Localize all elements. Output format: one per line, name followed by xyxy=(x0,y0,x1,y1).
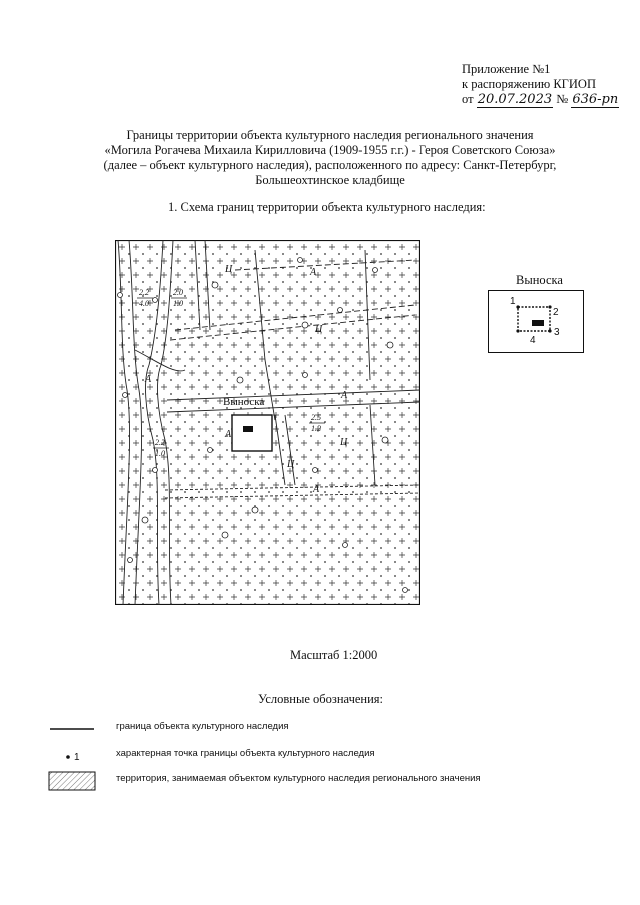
inset-grave xyxy=(532,320,544,326)
map-label-ts3: Ц xyxy=(340,437,348,448)
map-label-a4: А xyxy=(225,429,232,440)
legend-text-point: характерная точка границы объекта культурного наследия xyxy=(116,748,375,759)
object-area xyxy=(232,415,272,451)
frac2-bottom: 1.0 xyxy=(173,299,183,308)
title-line3: (далее – объект культурного наследия), расположенного по адресу: Санкт-Петербург, xyxy=(103,158,557,172)
map-callout-label: Выноска xyxy=(223,396,265,408)
title-line4: Большеохтинское кладбище xyxy=(255,173,405,187)
frac3-top: 2.2 xyxy=(155,438,165,447)
inset-point-3: 3 xyxy=(554,327,560,338)
frac4-bottom: 1.2 xyxy=(311,424,321,433)
frac2-top: 2.0 xyxy=(173,288,183,297)
point-symbol-label: 1 xyxy=(74,752,80,763)
inset-point-2: 2 xyxy=(553,307,559,318)
point-symbol xyxy=(48,745,98,767)
legend-title: Условные обозначения: xyxy=(258,692,384,706)
map-label-ts4: Ц xyxy=(287,459,295,470)
legend-text-boundary: граница объекта культурного наследия xyxy=(116,721,289,732)
map-label-ts1: Ц xyxy=(225,264,233,275)
appendix-line2: к распоряжению КГИОП xyxy=(462,77,596,91)
legend-item-area xyxy=(48,770,608,792)
appendix-prefix: от xyxy=(462,92,474,106)
frac4-top: 2.5 xyxy=(311,413,321,422)
inset-point-4: 4 xyxy=(530,335,536,346)
section-heading: 1. Схема границ территории объекта культурного наследия: xyxy=(168,200,486,214)
appendix-date-line xyxy=(462,92,619,107)
inset-label: Выноска xyxy=(516,273,563,287)
legend-item-point xyxy=(48,745,608,767)
document-title xyxy=(60,128,600,188)
inset-point-1: 1 xyxy=(510,296,516,307)
map-label-a5: А xyxy=(313,484,320,495)
boundary-line-symbol xyxy=(48,718,98,740)
map-label-a2: А xyxy=(310,267,317,278)
appendix-number: 636-рп xyxy=(572,92,619,107)
grave-mark xyxy=(243,426,253,432)
map-label-ts2: Ц xyxy=(315,324,323,335)
map-label-a3: А xyxy=(341,390,348,401)
appendix-number-prefix: № xyxy=(556,92,569,106)
appendix-date: 20.07.2023 xyxy=(477,92,553,107)
legend-item-boundary xyxy=(48,718,608,740)
hatched-area-symbol xyxy=(48,770,98,792)
title-line1: Границы территории объекта культурного наследия регионального значения xyxy=(126,128,534,142)
appendix-block xyxy=(462,62,619,107)
frac1-top: 2.2 xyxy=(139,288,149,297)
legend-text-area: территория, занимаемая объектом культурного наследия регионального значения xyxy=(116,773,481,784)
appendix-line1: Приложение №1 xyxy=(462,62,551,76)
inset-callout xyxy=(488,290,584,353)
frac1-bottom: 4.0 xyxy=(139,299,149,308)
map-scale: Масштаб 1:2000 xyxy=(290,648,378,662)
map-label-a1: А xyxy=(145,374,152,385)
frac3-bottom: 1.0 xyxy=(155,449,165,458)
boundary-map xyxy=(115,240,420,605)
title-line2: «Могила Рогачева Михаила Кирилловича (1909-1955 г.г.) - Героя Советского Союза» xyxy=(104,143,556,157)
